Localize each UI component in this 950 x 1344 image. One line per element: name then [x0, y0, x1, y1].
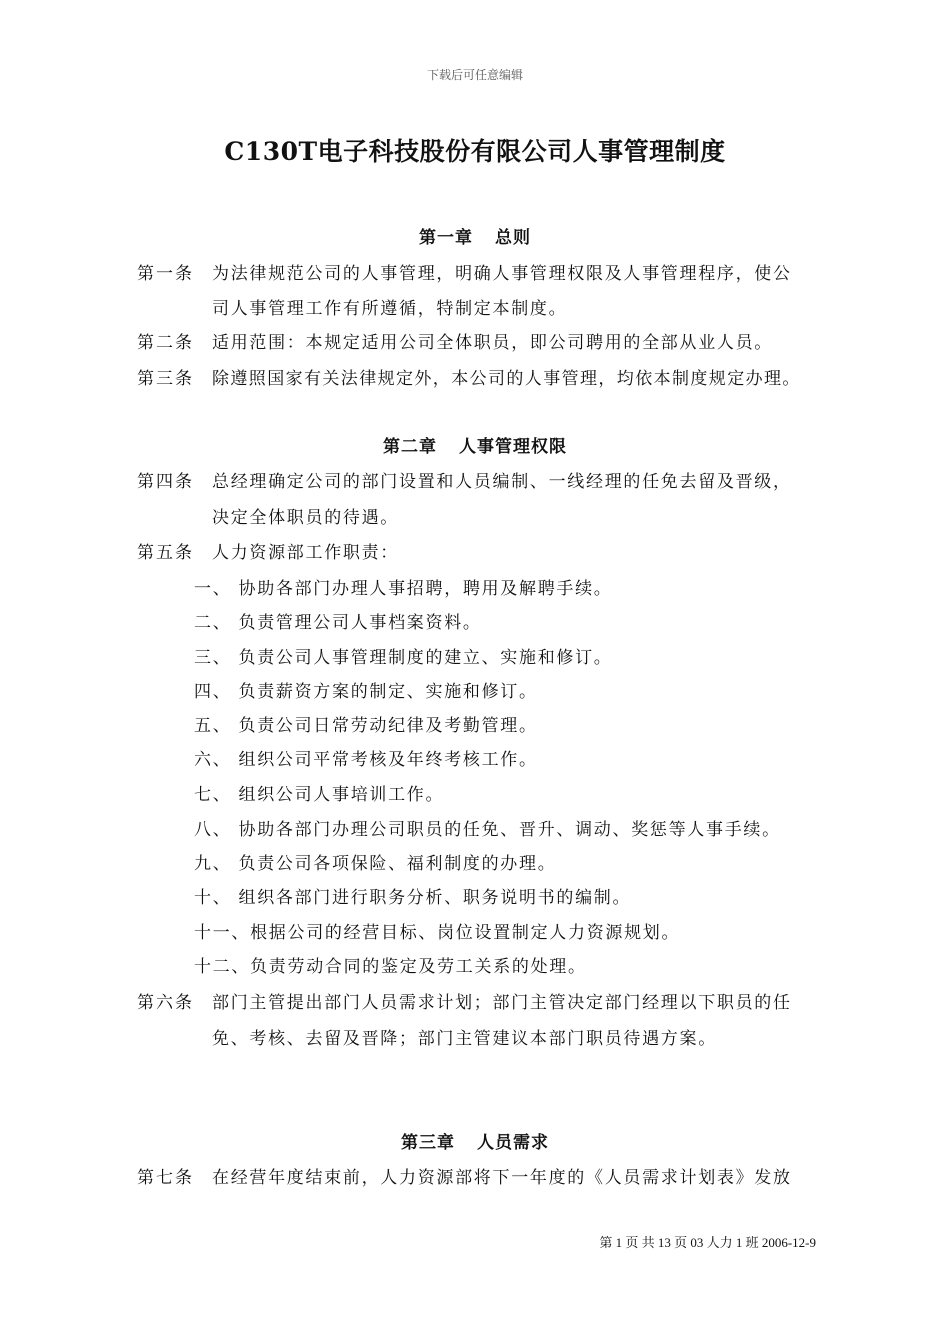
article-text-2: 适用范围：本规定适用公司全体职员，即公司聘用的全部从业人员。	[212, 333, 773, 353]
article-label-3: 第三条	[137, 369, 194, 389]
duty-item-9: 九、 负责公司各项保险、福利制度的办理。	[194, 854, 557, 874]
article-text-6-cont: 免、考核、去留及晋降；部门主管建议本部门职员待遇方案。	[212, 1029, 717, 1049]
article-label-5: 第五条	[137, 543, 194, 563]
duty-item-3: 三、 负责公司人事管理制度的建立、实施和修订。	[194, 648, 613, 668]
header-note: 下载后可任意编辑	[426, 68, 523, 82]
duty-item-10: 十、 组织各部门进行职务分析、职务说明书的编制。	[194, 888, 632, 908]
article-text-1-cont: 司人事管理工作有所遵循，特制定本制度。	[212, 299, 568, 319]
article-label-7: 第七条	[137, 1168, 194, 1188]
duty-item-8: 八、 协助各部门办理公司职员的任免、晋升、调动、奖惩等人事手续。	[194, 820, 781, 840]
chapter-heading-2: 第二章 人事管理权限	[383, 437, 567, 457]
article-text-7: 在经营年度结束前，人力资源部将下一年度的《人员需求计划表》发放	[212, 1168, 792, 1188]
article-label-2: 第二条	[137, 333, 194, 353]
chapter-heading-1: 第一章 总则	[419, 228, 531, 248]
page-footer: 第 1 页 共 13 页 03 人力 1 班 2006-12-9	[599, 1235, 816, 1250]
article-label-4: 第四条	[137, 472, 194, 492]
article-text-6: 部门主管提出部门人员需求计划；部门主管决定部门经理以下职员的任	[212, 993, 792, 1013]
article-text-4: 总经理确定公司的部门设置和人员编制、一线经理的任免去留及晋级，	[212, 472, 792, 492]
chapter-heading-3: 第三章 人员需求	[401, 1133, 549, 1153]
duty-item-2: 二、 负责管理公司人事档案资料。	[194, 613, 482, 633]
article-text-5: 人力资源部工作职责：	[212, 543, 399, 563]
article-text-3: 除遵照国家有关法律规定外，本公司的人事管理，均依本制度规定办理。	[212, 369, 801, 389]
duty-item-5: 五、 负责公司日常劳动纪律及考勤管理。	[194, 716, 538, 736]
duty-item-4: 四、 负责薪资方案的制定、实施和修订。	[194, 682, 538, 702]
duty-item-1: 一、 协助各部门办理人事招聘，聘用及解聘手续。	[194, 579, 613, 599]
duty-item-12: 十二、负责劳动合同的鉴定及劳工关系的处理。	[194, 957, 587, 977]
article-label-6: 第六条	[137, 993, 194, 1013]
article-text-4-cont: 决定全体职员的待遇。	[212, 508, 399, 528]
article-label-1: 第一条	[137, 264, 194, 284]
article-text-1: 为法律规范公司的人事管理，明确人事管理权限及人事管理程序，使公	[212, 264, 792, 284]
duty-item-11: 十一、根据公司的经营目标、岗位设置制定人力资源规划。	[194, 923, 681, 943]
document-title: C130T电子科技股份有限公司人事管理制度	[224, 137, 726, 166]
duty-item-7: 七、 组织公司人事培训工作。	[194, 785, 445, 805]
duty-item-6: 六、 组织公司平常考核及年终考核工作。	[194, 750, 538, 770]
